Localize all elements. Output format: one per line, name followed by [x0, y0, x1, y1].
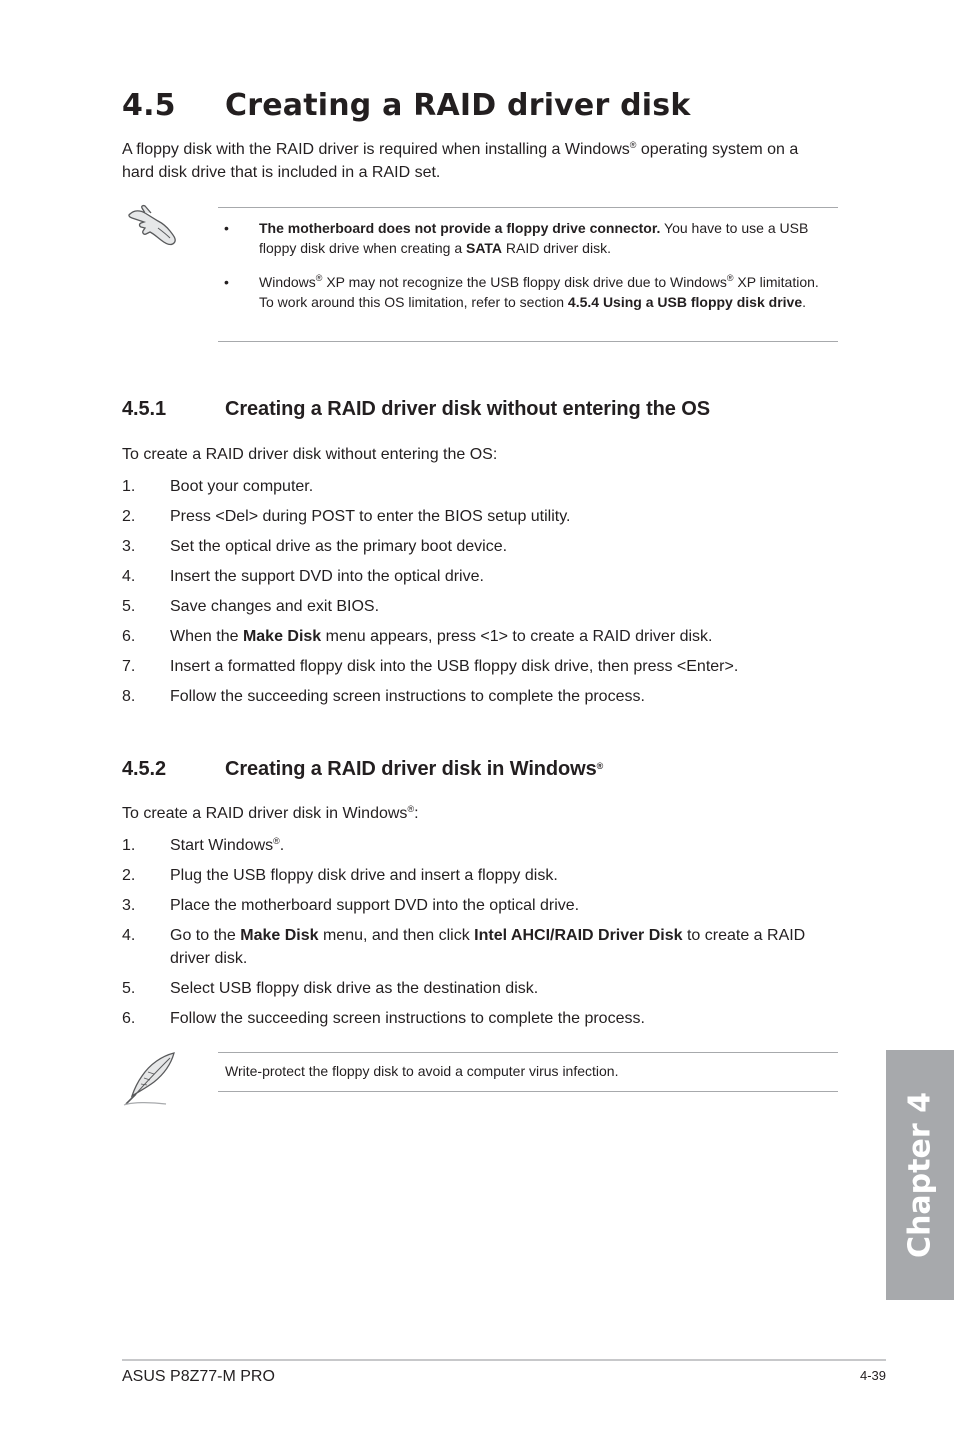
note-list: [224, 218, 824, 312]
lead-text-452: To create a RAID driver disk in Windows®:: [122, 804, 419, 822]
feather-pen-icon: [122, 1050, 180, 1108]
list-item: 1. Start Windows®.: [122, 836, 285, 854]
list-item: 6. When the Make Disk menu appears, press <1> to create a RAID driver disk.: [122, 628, 713, 645]
list-item: 3. Set the optical drive as the primary boot device.: [122, 538, 508, 555]
section-title: Creating a RAID driver disk: [225, 88, 691, 123]
list-item: 6. Follow the succeeding screen instructions to complete the process.: [122, 1010, 645, 1027]
list-item: 5. Select USB floppy disk drive as the destination disk.: [122, 980, 539, 997]
list-item: 8. Follow the succeeding screen instructions to complete the process.: [122, 688, 645, 705]
note-bottom-rule: [218, 341, 838, 342]
bullet: •: [224, 220, 229, 236]
list-item: 5. Save changes and exit BIOS.: [122, 598, 380, 615]
list-item: 3. Place the motherboard support DVD into the optical drive.: [122, 897, 580, 914]
footer-rule: [122, 1359, 886, 1361]
lead-text-451: To create a RAID driver disk without entering the OS:: [122, 446, 498, 463]
footer-page-number: 4-39: [859, 1368, 886, 1383]
page-title: [122, 88, 690, 123]
section-number: 4.5: [122, 88, 176, 123]
tip-bottom-rule: [218, 1091, 838, 1092]
list-item: 4. Insert the support DVD into the optical drive.: [122, 568, 484, 585]
list-item: 4. Go to the Make Disk menu, and then click Intel AHCI/RAID Driver Disk to create a RAID driver disk.: [122, 927, 806, 967]
tip-top-rule: [218, 1052, 838, 1053]
steps-list-451: [122, 475, 822, 715]
subsection-title-452: 4.5.2 Creating a RAID driver disk in Windows®: [122, 758, 604, 780]
tip-text: Write-protect the floppy disk to avoid a computer virus infection.: [225, 1063, 619, 1079]
chapter-tab-label: Chapter 4: [902, 1092, 938, 1258]
list-item: 1. Boot your computer.: [122, 478, 314, 495]
note-item: • The motherboard does not provide a floppy drive connector. You have to use a USB floppy disk drive when creating a SATA RAID driver disk.: [224, 220, 809, 256]
list-item: 2. Plug the USB floppy disk drive and insert a floppy disk.: [122, 867, 558, 884]
chapter-tab: [886, 1050, 954, 1300]
list-item: 7. Insert a formatted floppy disk into the USB floppy disk drive, then press <Enter>.: [122, 658, 739, 675]
note-item: • Windows® XP may not recognize the USB floppy disk drive due to Windows® XP limitation. To work around this OS limitation, refer to section 4.5.4 Using a USB floppy disk drive.: [224, 273, 819, 310]
steps-list-452: [122, 834, 822, 1037]
subsection-title-451: 4.5.1 Creating a RAID driver disk without entering the OS: [122, 398, 710, 420]
intro-paragraph: A floppy disk with the RAID driver is required when installing a Windows® operating system on a hard disk drive that is included in a RAID set.: [122, 140, 799, 181]
footer-product-name: ASUS P8Z77-M PRO: [122, 1368, 275, 1385]
list-item: 2. Press <Del> during POST to enter the BIOS setup utility.: [122, 508, 571, 525]
bullet: •: [224, 274, 229, 290]
note-top-rule: [218, 207, 838, 208]
pointing-hand-icon: [128, 204, 180, 246]
